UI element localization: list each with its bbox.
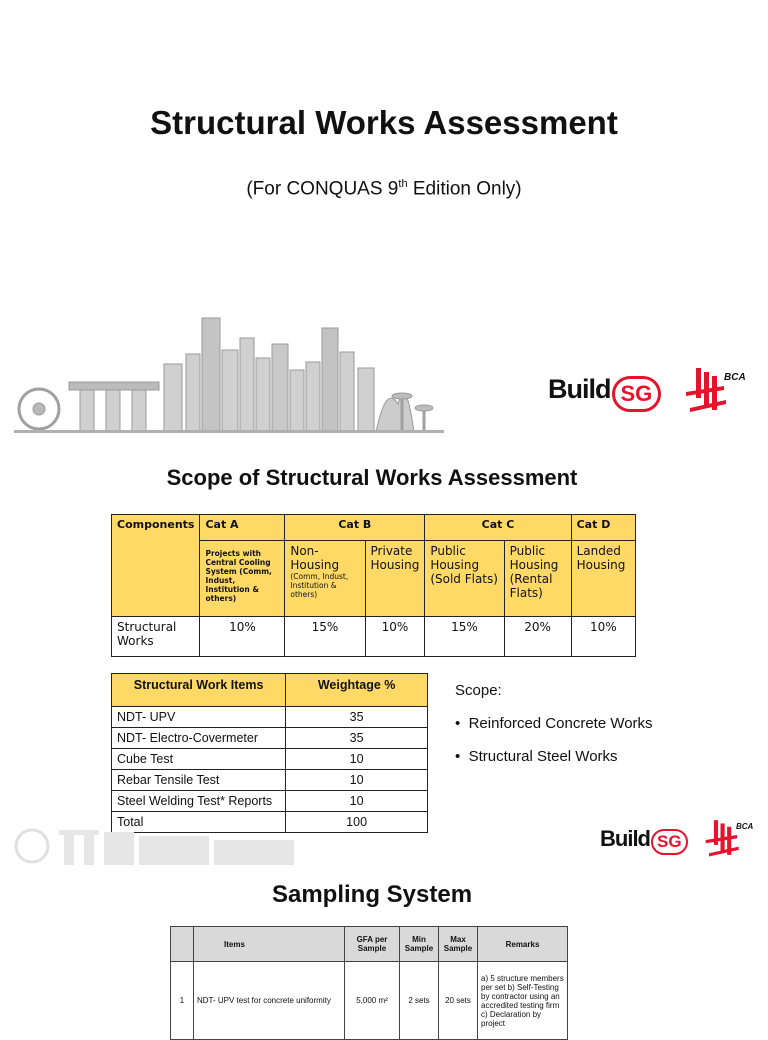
scope-item <box>455 748 653 765</box>
skyline-faded-illustration <box>14 826 299 866</box>
cat-b-header: Cat B <box>285 515 425 541</box>
components-header: Components <box>112 515 200 617</box>
row-remarks: a) 5 structure members per set b) Self-Testing by contractor using an accredited testing firm c) Declaration by project <box>478 962 568 1040</box>
slide1-subtitle <box>0 178 768 200</box>
value-cat-b1: 15% <box>285 617 365 657</box>
item-name: NDT- UPV <box>112 707 286 728</box>
table-row <box>112 791 428 812</box>
col-items-header: Items <box>194 927 345 962</box>
col-gfa-header: GFA per Sample <box>345 927 400 962</box>
subtitle-sup: th <box>398 178 408 190</box>
table-row <box>171 962 568 1040</box>
col-no-header <box>171 927 194 962</box>
logo-build-text-small: Build <box>600 826 650 851</box>
items-table <box>111 673 428 833</box>
row-no: 1 <box>171 962 194 1040</box>
skyline-illustration <box>14 314 444 434</box>
value-cat-c2: 20% <box>504 617 571 657</box>
logo-build-text: Build <box>548 374 611 404</box>
row-label: Structural Works <box>112 617 200 657</box>
cat-d1-label: Landed Housing <box>571 541 635 617</box>
bca-logo <box>684 366 750 418</box>
scope-item-text: Structural Steel Works <box>468 748 618 765</box>
row-max: 20 sets <box>439 962 478 1040</box>
item-weight: 100 <box>286 812 428 833</box>
scope-list <box>455 682 653 781</box>
scope-item <box>455 715 653 732</box>
cat-a-header: Cat A <box>200 515 285 541</box>
slide1-title: Structural Works Assessment <box>150 104 618 141</box>
table-row <box>112 770 428 791</box>
item-name: Cube Test <box>112 749 286 770</box>
weightage-header: Weightage % <box>286 674 428 707</box>
item-weight: 10 <box>286 749 428 770</box>
item-weight: 35 <box>286 728 428 749</box>
slide2-title: Scope of Structural Works Assessment <box>166 465 578 490</box>
cat-b1-label: Non-Housing <box>290 544 340 572</box>
item-weight: 10 <box>286 791 428 812</box>
cat-d-header: Cat D <box>571 515 635 541</box>
col-remarks-header: Remarks <box>478 927 568 962</box>
table-row <box>112 728 428 749</box>
subtitle-post: Edition Only) <box>407 178 522 200</box>
cat-b2-label: Private Housing <box>365 541 425 617</box>
item-weight: 10 <box>286 770 428 791</box>
row-min: 2 sets <box>400 962 439 1040</box>
item-name: NDT- Electro-Covermeter <box>112 728 286 749</box>
col-min-header: Min Sample <box>400 927 439 962</box>
value-cat-d: 10% <box>571 617 635 657</box>
value-cat-b2: 10% <box>365 617 425 657</box>
row-gfa: 5,000 m² <box>345 962 400 1040</box>
item-weight: 35 <box>286 707 428 728</box>
cat-c1-label: Public Housing (Sold Flats) <box>425 541 504 617</box>
subtitle-pre: (For CONQUAS 9 <box>246 178 399 200</box>
item-name: Total <box>112 812 286 833</box>
cat-b1-cell <box>285 541 365 617</box>
bullet-icon: • <box>455 715 469 732</box>
bca-logo-small <box>704 818 754 862</box>
cat-a-desc: Projects with Central Cooling System (Comm, Indust, Institution & others) <box>200 541 285 617</box>
bca-text: BCA <box>724 372 746 383</box>
table-row <box>112 749 428 770</box>
bullet-icon: • <box>455 748 469 765</box>
sampling-table <box>170 926 568 1040</box>
logo-sg-text-small: SG <box>651 829 688 855</box>
value-cat-c1: 15% <box>425 617 504 657</box>
buildsg-logo <box>548 374 661 412</box>
category-table <box>111 514 636 657</box>
cat-c-header: Cat C <box>425 515 571 541</box>
table-row <box>112 707 428 728</box>
col-max-header: Max Sample <box>439 927 478 962</box>
buildsg-logo-small <box>600 826 688 855</box>
slide3-title: Sampling System <box>271 881 473 908</box>
cat-c2-label: Public Housing (Rental Flats) <box>504 541 571 617</box>
row-item: NDT- UPV test for concrete uniformity <box>194 962 345 1040</box>
scope-label: Scope: <box>455 682 502 699</box>
scope-item-text: Reinforced Concrete Works <box>468 715 653 732</box>
item-name: Rebar Tensile Test <box>112 770 286 791</box>
value-cat-a: 10% <box>200 617 285 657</box>
logo-sg-text: SG <box>612 376 662 412</box>
items-header: Structural Work Items <box>112 674 286 707</box>
bca-text-small: BCA <box>736 822 754 831</box>
cat-b1-desc: (Comm, Indust, Institution & others) <box>290 572 349 599</box>
item-name: Steel Welding Test* Reports <box>112 791 286 812</box>
